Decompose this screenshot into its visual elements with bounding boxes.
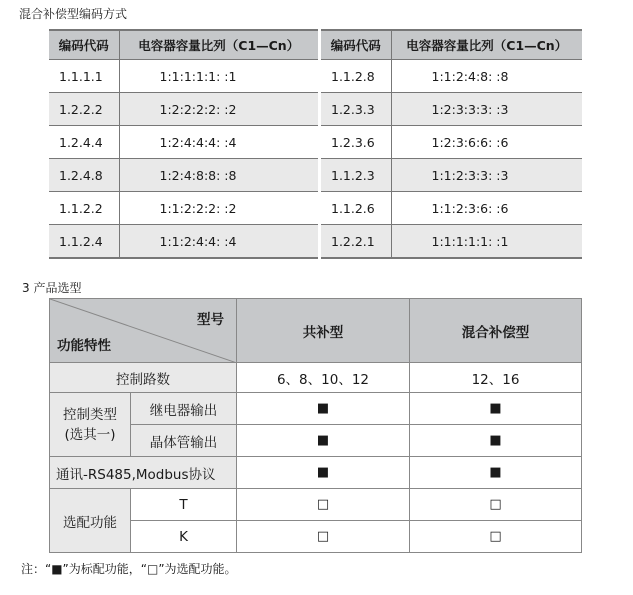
header-ratio: 电容器容量比列（C1—Cn）: [119, 30, 318, 60]
thyristor-common: ■: [237, 425, 410, 457]
code-cell: 1.1.2.4: [49, 225, 119, 259]
code-cell: 1.2.3.6: [321, 126, 391, 159]
row-relay-label: 继电器输出: [131, 393, 237, 425]
comm-common: ■: [237, 457, 410, 489]
coding-table-left: [49, 29, 318, 259]
col-hybrid: 混合补偿型: [410, 299, 582, 363]
k-common: □: [237, 521, 410, 553]
code-cell: 1.2.3.3: [321, 93, 391, 126]
corner-cell: [50, 299, 237, 363]
t-common: □: [237, 489, 410, 521]
channels-common: 6、8、10、12: [237, 363, 410, 393]
thyristor-hybrid: ■: [410, 425, 582, 457]
ratio-cell: 1:2:3:6:6: :6: [391, 126, 582, 159]
code-cell: 1.2.2.2: [49, 93, 119, 126]
ratio-cell: 1:1:1:1:1: :1: [119, 60, 318, 93]
row-channels-label: 控制路数: [50, 363, 237, 393]
code-cell: 1.2.2.1: [321, 225, 391, 259]
ratio-cell: 1:1:2:4:4: :4: [119, 225, 318, 259]
row-optional-label: 选配功能: [50, 489, 131, 553]
row-control-type-label: 控制类型 (选其一): [50, 393, 131, 457]
row-k-label: K: [131, 521, 237, 553]
t-hybrid: □: [410, 489, 582, 521]
header-code: 编码代码: [321, 30, 391, 60]
ratio-cell: 1:1:2:4:8: :8: [391, 60, 582, 93]
code-cell: 1.1.2.3: [321, 159, 391, 192]
header-ratio: 电容器容量比列（C1—Cn）: [391, 30, 582, 60]
code-cell: 1.1.2.2: [49, 192, 119, 225]
selection-table: [49, 298, 582, 553]
ratio-cell: 1:2:4:8:8: :8: [119, 159, 318, 192]
ratio-cell: 1:1:2:2:2: :2: [119, 192, 318, 225]
channels-hybrid: 12、16: [410, 363, 582, 393]
code-cell: 1.1.2.8: [321, 60, 391, 93]
code-cell: 1.2.4.4: [49, 126, 119, 159]
col-common: 共补型: [237, 299, 410, 363]
code-cell: 1.1.2.6: [321, 192, 391, 225]
ratio-cell: 1:1:1:1:1: :1: [391, 225, 582, 259]
relay-common: ■: [237, 393, 410, 425]
row-comm-label: 通讯-RS485,Modbus协议: [50, 457, 237, 489]
code-cell: 1.2.4.8: [49, 159, 119, 192]
relay-hybrid: ■: [410, 393, 582, 425]
ratio-cell: 1:2:4:4:4: :4: [119, 126, 318, 159]
k-hybrid: □: [410, 521, 582, 553]
corner-feature-label: 功能特性: [57, 338, 111, 354]
ratio-cell: 1:1:2:3:3: :3: [391, 159, 582, 192]
comm-hybrid: ■: [410, 457, 582, 489]
selection-title: 3 产品选型: [22, 281, 82, 295]
coding-title: 混合补偿型编码方式: [19, 7, 128, 21]
header-code: 编码代码: [49, 30, 119, 60]
ratio-cell: 1:1:2:3:6: :6: [391, 192, 582, 225]
ratio-cell: 1:2:3:3:3: :3: [391, 93, 582, 126]
code-cell: 1.1.1.1: [49, 60, 119, 93]
ratio-cell: 1:2:2:2:2: :2: [119, 93, 318, 126]
coding-table-right: [321, 29, 582, 259]
row-thyristor-label: 晶体管输出: [131, 425, 237, 457]
footnote: 注：“■”为标配功能，“□”为选配功能。: [21, 562, 237, 576]
corner-model-label: 型号: [197, 312, 224, 328]
row-t-label: T: [131, 489, 237, 521]
